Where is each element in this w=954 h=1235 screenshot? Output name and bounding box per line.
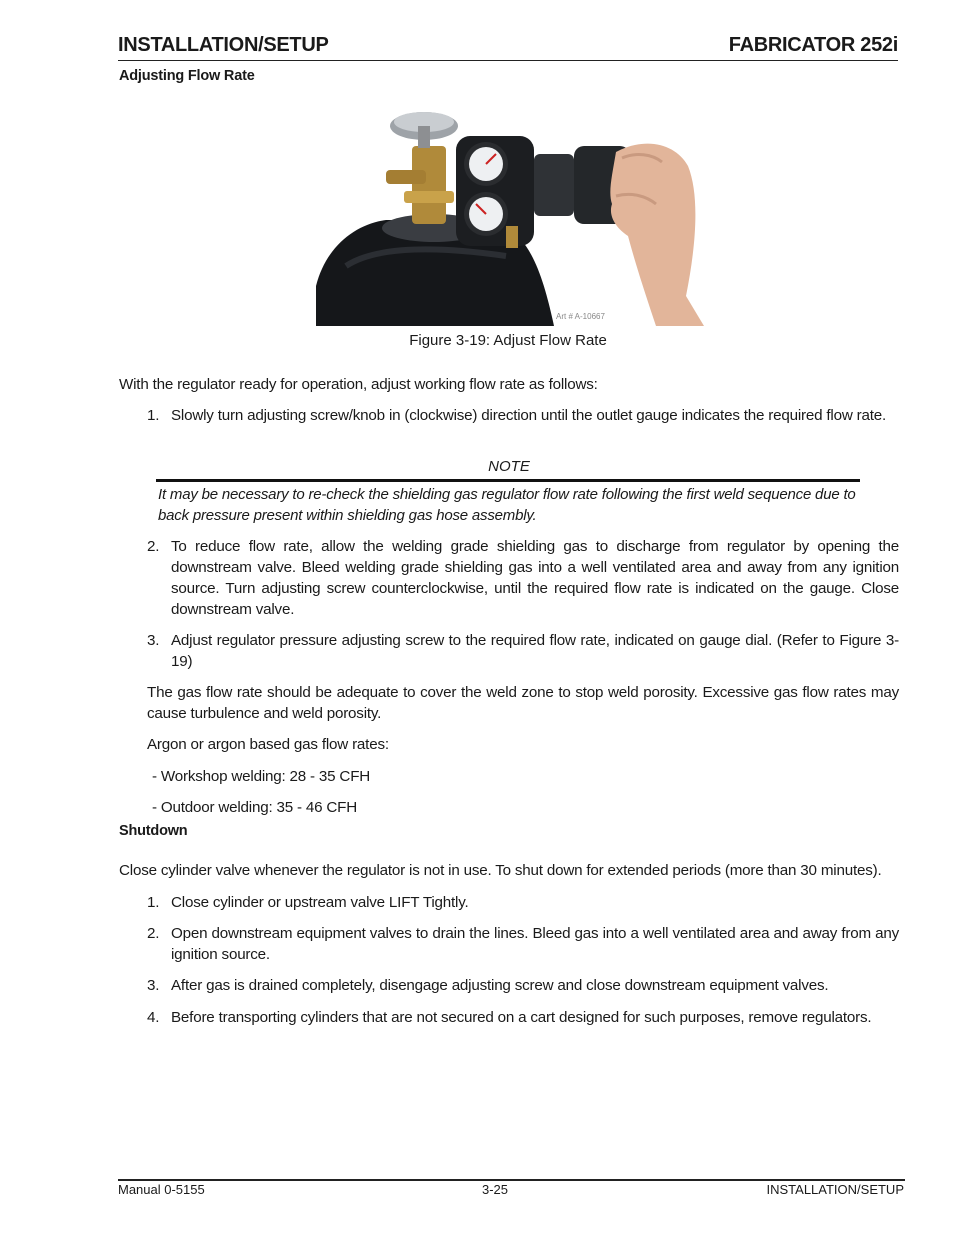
step-text: After gas is drained completely, disengage adjusting screw and close downstream equipment valves. [171,977,829,994]
step-text: Slowly turn adjusting screw/knob in (clockwise) direction until the outlet gauge indicates the required flow rate. [171,407,887,424]
step-text: Adjust regulator pressure adjusting screw to the required flow rate, indicated on gauge dial. (Refer to Figure 3-19) [171,632,899,670]
footer-manual-number: Manual 0-5155 [118,1182,205,1197]
step-text: Before transporting cylinders that are not secured on a cart designed for such purposes, remove regulators. [171,1009,872,1026]
section-heading-shutdown: Shutdown [119,823,188,839]
note-heading: NOTE [488,458,530,475]
shutdown-step-4 [147,1007,899,1028]
step-number: 2. [147,538,160,555]
step-number: 1. [147,894,160,911]
footer-divider [118,1179,905,1181]
step-text: Close cylinder or upstream valve LIFT Tightly. [171,894,469,911]
step-3 [147,630,899,672]
argon-heading: Argon or argon based gas flow rates: [147,736,389,753]
intro-text: With the regulator ready for operation, adjust working flow rate as follows: [119,376,598,393]
header-product-title: FABRICATOR 252i [728,34,898,56]
shutdown-step-2 [147,923,899,965]
rate-workshop: - Workshop welding: 28 - 35 CFH [152,768,371,785]
step-1 [147,405,899,426]
figure-caption: Figure 3-19: Adjust Flow Rate [409,332,607,349]
section-heading-adjusting-flow-rate: Adjusting Flow Rate [119,68,255,84]
note-text: It may be necessary to re-check the shielding gas regulator flow rate following the first weld sequence due to back pressure present within shielding gas hose assembly. [158,486,856,524]
footer-page-number: 3-25 [482,1182,509,1197]
figure-regulator-photo [316,96,704,326]
regulator-illustration [316,96,704,326]
step-number: 2. [147,925,160,942]
step-number: 3. [147,977,160,994]
note-divider [156,479,860,482]
page-header [118,34,898,61]
step-number: 4. [147,1009,160,1026]
flow-rate-paragraph [147,682,899,724]
flow-rate-text: The gas flow rate should be adequate to cover the weld zone to stop weld porosity. Excessive gas flow rates may cause turbulence and weld porosity. [147,684,899,722]
header-section-title: INSTALLATION/SETUP [118,34,329,56]
rate-outdoor: - Outdoor welding: 35 - 46 CFH [152,799,358,816]
step-text: To reduce flow rate, allow the welding grade shielding gas to discharge from regulator by opening the downstream valve. Bleed welding grade shielding gas into a well ventilated area and away from any ignition source. Turn adjusting screw counterclockwise, until the required flow rate is indicated on the gauge. Close downstream valve. [171,538,899,618]
shutdown-step-3 [147,975,899,996]
step-2 [147,536,899,620]
shutdown-intro: Close cylinder valve whenever the regulator is not in use. To shut down for extended periods (more than 30 minutes). [119,862,882,879]
shutdown-step-1 [147,892,899,913]
step-number: 1. [147,407,160,424]
step-number: 3. [147,632,160,649]
art-number-label: Art # A-10667 [556,312,605,321]
footer-section-name: INSTALLATION/SETUP [766,1182,904,1197]
step-text: Open downstream equipment valves to drain the lines. Bleed gas into a well ventilated area and away from any ignition source. [171,925,899,963]
